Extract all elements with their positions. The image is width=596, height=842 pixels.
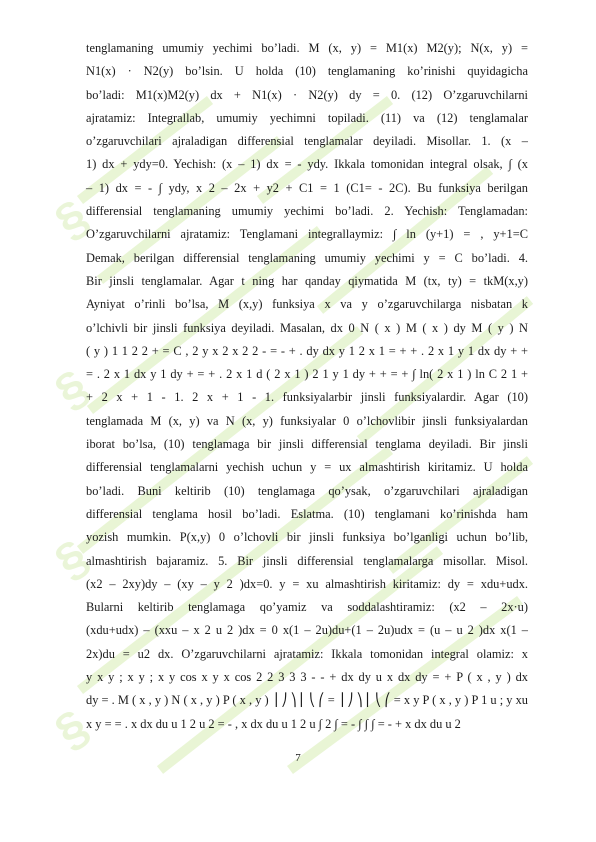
text-line: Bir jinsli tenglamalar. Agar t ning har qanday qiymatida M (tx, ty) = tkM(x,y) xyxy=(86,273,528,288)
page-number: 7 xyxy=(295,752,301,764)
text-line: iborat bo’lsa, (10) tenglamaga bir jinsli differensial tenglama deyiladi. Bir jinsli xyxy=(86,437,528,452)
svg-text:§: § xyxy=(45,360,99,420)
text-line: bo’ladi. Buni keltirib (10) tenglamaga qo’ysak, o’zgaruvchilari ajraladigan xyxy=(86,483,528,498)
text-line: Bularni keltirib tenglamaga qo’yamiz va soddalashtiramiz: (x2 – 2x·u) xyxy=(86,600,528,615)
text-line: tenglamaning umumiy yechimi bo’ladi. M (x, y) = M1(x) M2(y); N(x, y) = xyxy=(86,41,528,55)
text-line: O’zgaruvchilarni ajratamiz: Tenglamani integrallaymiz: ∫ ln (y+1) = , y+1=C xyxy=(86,227,528,242)
text-line: x y = = . x dx du u 1 2 u 2 = - , x dx du u 1 2 u ∫ 2 ∫ = - ∫ ∫ ∫ = - + x dx du u 2 xyxy=(86,716,461,731)
text-line: o’zgaruvchilari ajraladigan differensial tenglamalar deyiladi. Misollar. 1. (x – xyxy=(86,134,528,149)
text-line: Ayniyat o’rinli bo’lsa, M (x,y) funksiya x va y o’zgaruvchilarga nisbatan k xyxy=(86,297,528,312)
body-text xyxy=(86,37,528,736)
svg-text:§: § xyxy=(45,190,99,250)
svg-text:§: § xyxy=(45,530,99,590)
svg-text:§: § xyxy=(45,700,99,760)
text-line: almashtirish bajaramiz. 5. Bir jinsli differensial tenglamalarga misollar. Misol. xyxy=(86,553,528,568)
text-line: differensial tenglamaning umumiy yechimi bo’ladi. 2. Yechish: Tenglamadan: xyxy=(86,204,528,219)
text-line: Demak, berilgan differensial tenglamaning umumiy yechimi y = C bo’ladi. 4. xyxy=(86,250,528,265)
text-line: 1) dx + ydy=0. Yechish: (x – 1) dx = - ydy. Ikkala tomonidan integral olsak, ∫ (x xyxy=(86,157,528,172)
text-line: (x2 – 2xy)dy – (xy – y 2 )dx=0. y = xu almashtirish kiritamiz: dy = xdu+udx. xyxy=(86,576,528,591)
text-line: + 2 x + 1 - 1. 2 x + 1 - 1. funksiyalarbir jinsli funksiyalardir. Agar (10) xyxy=(86,390,528,405)
text-line: – 1) dx = - ∫ ydy, x 2 – 2x + y2 + C1 = 1 (C1= - 2C). Bu funksiya berilgan xyxy=(86,180,528,195)
text-line: N1(x) · N2(y) bo’lsin. U holda (10) tenglamaning ko’rinishi quyidagicha xyxy=(86,64,528,79)
text-line: tenglamada M (x, y) va N (x, y) funksiyalar 0 o’lchovlibir jinsli funksiyalardan xyxy=(86,413,528,428)
text-line: yozish mumkin. P(x,y) 0 o’lchovli bir jinsli funksiya bo’lganligi uchun bo’lib, xyxy=(86,530,528,545)
text-line: bo’ladi: M1(x)M2(y) dx + N1(x) · N2(y) dy = 0. (12) O’zgaruvchilarni xyxy=(86,87,528,102)
text-line: differensial tenglama hosil bo’ladi. Eslatma. (10) tenglamani ko’rinishda ham xyxy=(86,506,528,521)
text-line: differensial tenglamalarni yechish uchun y = ux almashtirish kiritamiz. U holda xyxy=(86,460,528,475)
text-line: dy = . M ( x , y ) N ( x , y ) P ( x , y ) ⎟ ⎠ ⎞ ⎜ ⎝ ⎛ = ⎟ ⎠ ⎞ ⎜ ⎝ ⎛ = x y P ( x , y ) P 1 u ; y xu xyxy=(86,693,528,708)
text-line: 2x)du = u2 dx. O’zgaruvchilarni ajratamiz: Ikkala tomonidan integral olamiz: x xyxy=(86,646,528,661)
text-line: ajratamiz: Integrallab, umumiy yechimni topiladi. (11) va (12) tenglamalar xyxy=(86,110,528,125)
text-line: (xdu+udx) – (xxu – x 2 u 2 )dx = 0 x(1 – 2u)du+(1 – 2u)udx = (u – u 2 )dx x(1 – xyxy=(86,623,528,638)
text-line: = . 2 x 1 dx y 1 dy + = + . 2 x 1 d ( 2 x 1 ) 2 1 y 1 dy + + = + ∫ ln( 2 x 1 ) ln C 2 1 + xyxy=(86,367,528,382)
text-line: o’lchivli bir jinsli funksiya deyiladi. Masalan, dx 0 N ( x ) M ( x ) dy M ( y ) N xyxy=(86,320,528,335)
text-line: ( y ) 1 1 2 2 + = C , 2 y x 2 x 2 2 - = - + . dy dx y 1 2 x 1 = + + . 2 x 1 y 1 dx dy + + xyxy=(86,343,528,358)
text-line: y x y ; x y ; x y cos x y x cos 2 2 3 3 3 - - + dx dy u x dx dy = + P ( x , y ) dx xyxy=(86,670,528,685)
